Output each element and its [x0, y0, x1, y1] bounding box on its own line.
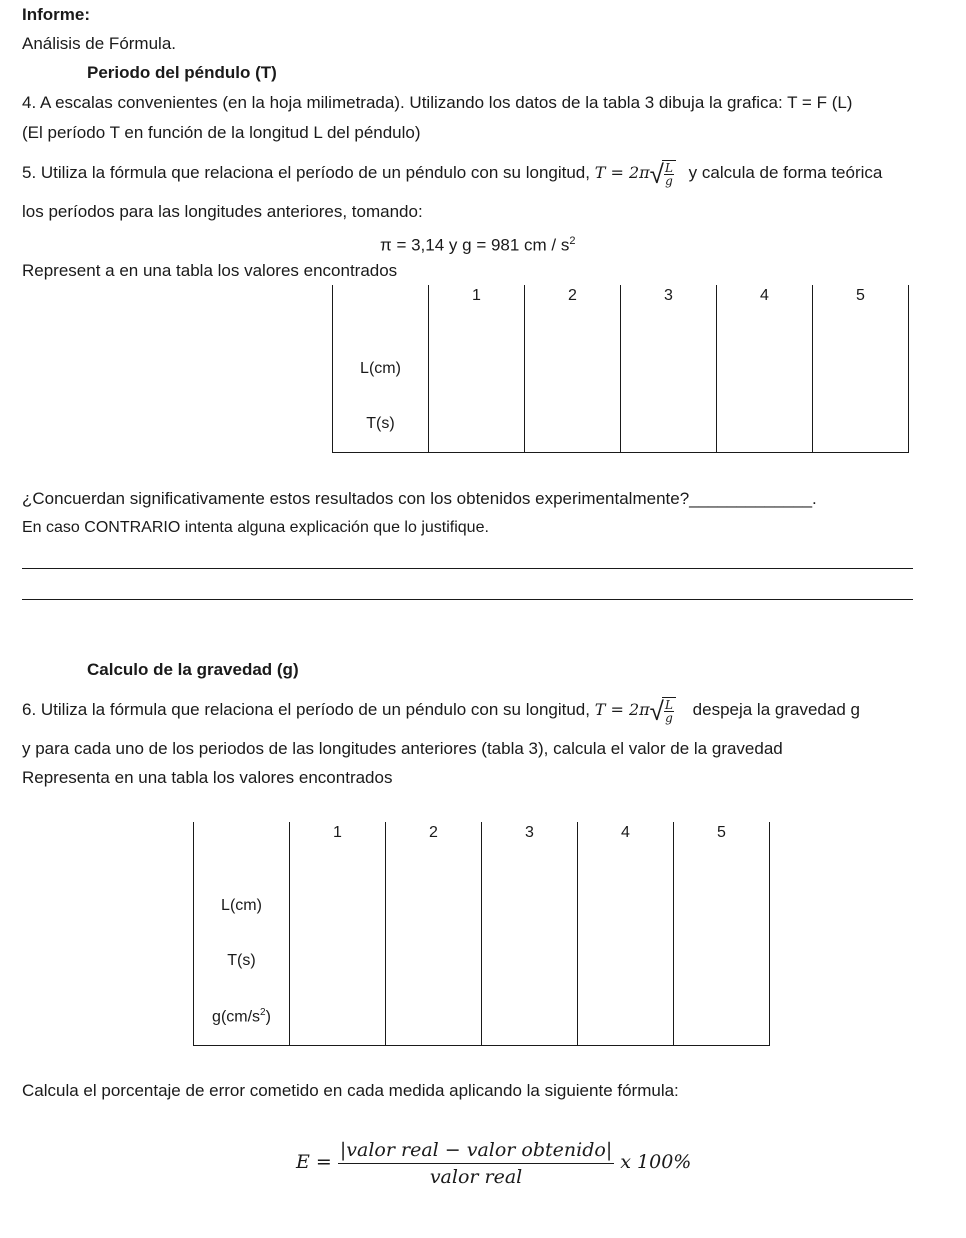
item4-line2: (El período T en función de la longitud L del péndulo)	[22, 123, 421, 142]
item5-line2: los períodos para las longitudes anteriores, tomando:	[22, 202, 423, 221]
table2-cell[interactable]	[482, 878, 578, 933]
table1-cell[interactable]	[525, 396, 621, 452]
table1-col-header: 1	[429, 285, 525, 341]
table2-cell[interactable]	[386, 988, 482, 1045]
table-theoretical-periods	[332, 285, 909, 453]
error-formula-rhs: x 100%	[620, 1151, 692, 1173]
table2-cell[interactable]	[482, 933, 578, 988]
table1-corner	[333, 285, 429, 341]
item6-text-after: despeja la gravedad g	[692, 700, 860, 719]
section-period-title: Periodo del péndulo (T)	[87, 63, 277, 82]
question-agreement: ¿Concuerdan significativamente estos resultados con los obtenidos experimentalmente?_____________.	[22, 489, 817, 508]
table1-cell[interactable]	[621, 341, 717, 396]
table1-row-label: T(s)	[333, 396, 429, 452]
table2-col-header: 4	[578, 822, 674, 878]
error-formula	[296, 1132, 691, 1192]
table2-cell[interactable]	[386, 933, 482, 988]
table1-cell[interactable]	[717, 341, 813, 396]
table2-cell[interactable]	[482, 988, 578, 1045]
period-formula-sqrt: √ $\frac{L}{g}$	[650, 160, 676, 187]
table2-cell[interactable]	[674, 988, 770, 1045]
table1-cell[interactable]	[813, 396, 909, 452]
error-instruction: Calcula el porcentaje de error cometido en cada medida aplicando la siguiente fórmula:	[22, 1081, 679, 1100]
item5-line1	[22, 160, 882, 187]
error-formula-numerator: |valor real − valor obtenido|	[338, 1137, 614, 1164]
table2-cell[interactable]	[290, 933, 386, 988]
table1-cell[interactable]	[621, 396, 717, 452]
table2-col-header: 3	[482, 822, 578, 878]
table2-col-header: 2	[386, 822, 482, 878]
table1-col-header: 3	[621, 285, 717, 341]
question-explanation: En caso CONTRARIO intenta alguna explicación que lo justifique.	[22, 519, 489, 536]
report-title: Informe:	[22, 5, 90, 24]
table2-row-label: $g(cm/s^2)$	[194, 988, 290, 1045]
item6-line3: Representa en una tabla los valores encontrados	[22, 768, 393, 787]
table2-cell[interactable]	[674, 878, 770, 933]
table-gravity	[193, 822, 770, 1046]
table2-cell[interactable]	[386, 878, 482, 933]
table1-cell[interactable]	[525, 341, 621, 396]
table2-cell[interactable]	[674, 933, 770, 988]
table2-cell[interactable]	[290, 988, 386, 1045]
period-formula-lhs: T = 2π	[594, 163, 650, 182]
item4-line1: 4. A escalas convenientes (en la hoja milimetrada). Utilizando los datos de la tabla 3 dibuja la grafica: T = F (L)	[22, 93, 853, 112]
table2-row-label: T(s)	[194, 933, 290, 988]
table2-col-header: 5	[674, 822, 770, 878]
item6-line2: y para cada uno de los periodos de las longitudes anteriores (tabla 3), calcula el valor de la gravedad	[22, 739, 783, 758]
item6-line1	[22, 697, 860, 724]
error-formula-lhs: E =	[296, 1151, 332, 1173]
constants-line: π = 3,14 y g = 981 cm / $s^2$	[380, 235, 576, 255]
error-formula-denominator: valor real	[429, 1165, 523, 1188]
table2-row-label: L(cm)	[194, 878, 290, 933]
item5-text-before: 5. Utiliza la fórmula que relaciona el período de un péndulo con su longitud,	[22, 163, 590, 182]
item6-text-before: 6. Utiliza la fórmula que relaciona el período de un péndulo con su longitud,	[22, 700, 590, 719]
gravity-formula-sqrt: √ $\frac{L}{g}$	[650, 697, 676, 724]
table1-cell[interactable]	[717, 396, 813, 452]
table2-corner	[194, 822, 290, 878]
report-subtitle: Análisis de Fórmula.	[22, 34, 177, 53]
item5-line3: Represent a en una tabla los valores encontrados	[22, 261, 398, 280]
table1-cell[interactable]	[813, 341, 909, 396]
table1-row-label: L(cm)	[333, 341, 429, 396]
table1-cell[interactable]	[429, 396, 525, 452]
answer-line[interactable]	[22, 568, 913, 569]
gravity-formula-lhs: T = 2π	[594, 700, 650, 719]
gravity-formula-den: g	[665, 711, 673, 726]
item5-text-after: y calcula de forma teórica	[688, 163, 883, 182]
table2-col-header: 1	[290, 822, 386, 878]
table1-col-header: 4	[717, 285, 813, 341]
table2-cell[interactable]	[578, 988, 674, 1045]
table2-cell[interactable]	[578, 878, 674, 933]
table2-cell[interactable]	[290, 878, 386, 933]
period-formula-num: L	[664, 161, 673, 176]
section-gravity-title: Calculo de la gravedad (g)	[87, 660, 299, 679]
period-formula-den: g	[665, 174, 673, 189]
table2-cell[interactable]	[578, 933, 674, 988]
table1-col-header: 2	[525, 285, 621, 341]
table1-col-header: 5	[813, 285, 909, 341]
gravity-formula-num: L	[664, 698, 673, 713]
table1-cell[interactable]	[429, 341, 525, 396]
answer-line[interactable]	[22, 599, 913, 600]
